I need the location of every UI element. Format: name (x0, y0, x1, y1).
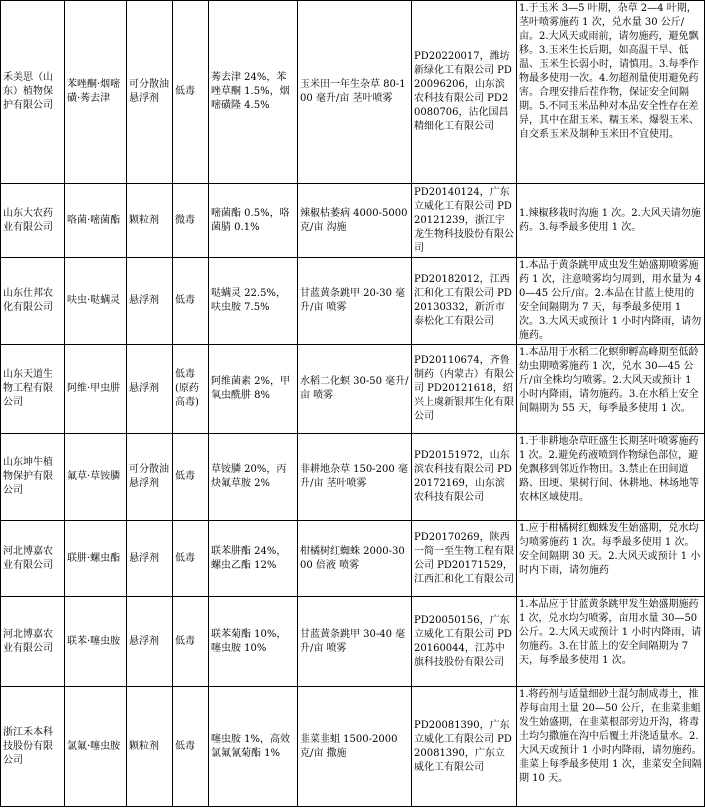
product-cell: 苯唑酮·烟嘧磺·莠去津 (65, 1, 127, 184)
ingredients-cell: 联苯肼酯 24%，螺虫乙酯 12% (209, 521, 298, 597)
company-cell: 山东大农药业有限公司 (1, 184, 65, 258)
registration-cell: PD20151972，山东滨农科技有限公司 PD20172169，山东滨农科技有限公司 (412, 434, 517, 521)
usage-cell: 水稻二化螟 30-50 毫升/亩 喷雾 (298, 345, 412, 434)
formulation-cell: 悬浮剂 (127, 345, 173, 434)
notes-cell: 1.本品于黄条跳甲成虫发生始盛期喷雾施药 1 次，注意喷雾均匀周到，用水量为 40—45 公斤/亩。2.本品在甘蓝上使用的安全间隔期为 7 天，每季最多使用 1 次。3.大风天或预计 1 小时内降雨，请勿施药。 (517, 258, 705, 345)
ingredients-cell: 噻虫胺 1%，高效氯氟氰菊酯 1% (209, 687, 298, 807)
product-cell: 阿维·甲虫肼 (65, 345, 127, 434)
product-cell: 联苯·噻虫胺 (65, 597, 127, 687)
ingredients-cell: 嘧菌酯 0.5%，咯菌腈 0.1% (209, 184, 298, 258)
ingredients-cell: 阿维菌素 2%，甲氧虫酰肼 8% (209, 345, 298, 434)
toxicity-cell: 低毒(原药高毒) (173, 345, 209, 434)
registration-cell: PD20170269，陕西一简一至生物工程有限公司 PD20171529，江西汇和化工有限公司 (412, 521, 517, 597)
usage-cell: 辣椒枯萎病 4000-5000 克/亩 沟施 (298, 184, 412, 258)
ingredients-cell: 联苯菊酯 10%，噻虫胺 10% (209, 597, 298, 687)
usage-cell: 非耕地杂草 150-200 毫升/亩 茎叶喷雾 (298, 434, 412, 521)
formulation-cell: 颗粒剂 (127, 184, 173, 258)
registration-cell: PD20220017，潍坊新绿化工有限公司 PD20096206，山东滨农科技有限公司 PD20080706，沾化国昌精细化工有限公司 (412, 1, 517, 184)
formulation-cell: 悬浮剂 (127, 597, 173, 687)
registration-cell: PD20081390，广东立威化工有限公司 PD20081390，广东立威化工有限公司 (412, 687, 517, 807)
notes-cell: 1.辣椒移栽时沟施 1 次。2.大风天请勿施药。3.每季最多使用 1 次。 (517, 184, 705, 258)
usage-cell: 甘蓝黄条跳甲 20-30 毫升/亩 喷雾 (298, 258, 412, 345)
table-row (1, 1, 705, 184)
ingredients-cell: 莠去津 24%，苯唑草酮 1.5%，烟嘧磺隆 4.5% (209, 1, 298, 184)
table-row (1, 687, 705, 807)
table-row (1, 345, 705, 434)
formulation-cell: 可分散油悬浮剂 (127, 434, 173, 521)
toxicity-cell: 低毒 (173, 1, 209, 184)
registration-cell: PD20050156，广东立威化工有限公司 PD20160044，江苏中旗科技股份有限公司 (412, 597, 517, 687)
registration-cell: PD20182012，江西汇和化工有限公司 PD20130332，新沂市泰松化工有限公司 (412, 258, 517, 345)
registration-cell: PD20110674，齐鲁制药（内蒙古）有限公司 PD20121618，绍兴上虞新银邦生化有限公司 (412, 345, 517, 434)
usage-cell: 玉米田一年生杂草 80-100 毫升/亩 茎叶喷雾 (298, 1, 412, 184)
table-row (1, 597, 705, 687)
notes-cell: 1.将药剂与适量细砂土混匀制成毒土，推荐每亩用土量 20—50 公斤，在韭菜韭蛆发生始盛期，在韭菜根部旁边开沟，将毒土均匀撒施在沟中后覆土并浇适量水。2.大风天或预计 1 小时内降雨，请勿施药。韭菜上每季最多使用 1 次，韭菜安全间隔期 10 天。 (517, 687, 705, 807)
notes-cell: 1.于玉米 3—5 叶期，杂草 2—4 叶期，茎叶喷雾施药 1 次，兑水量 30 公斤/亩。2.大风天或雨前，请勿施药，避免飘移。3.玉米生长后期，如高温干旱、低温、玉米生长弱小时，请慎用。3.每季作物最多使用一次。4.勿超剂量使用避免药害。合理安排后茬作物，保证安全间隔期。5.不同玉米品种对本品安全性存在差异，其中在甜玉米、糯玉米、爆裂玉米、自交系玉米及制种玉米田不宜使用。 (517, 1, 705, 184)
product-cell: 联肼·螺虫酯 (65, 521, 127, 597)
notes-cell: 1.于非耕地杂草旺盛生长期茎叶喷雾施药 1 次。2.避免药液喷到作物绿色部位，避免飘移到邻近作物田。3.禁止在田间道路、田埂、果树行间、休耕地、林场地等农林区域使用。 (517, 434, 705, 521)
product-cell: 呋虫·哒螨灵 (65, 258, 127, 345)
toxicity-cell: 微毒 (173, 184, 209, 258)
usage-cell: 甘蓝黄条跳甲 30-40 毫升/亩 喷雾 (298, 597, 412, 687)
notes-cell: 1.本品应于甘蓝黄条跳甲发生始盛期施药 1 次，兑水均匀喷雾，亩用水量 30—50 公斤。2.大风天或预计 1 小时内降雨，请勿施药。3.在甘蓝上的安全间隔期为 7 天，每季最多使用 1 次。 (517, 597, 705, 687)
toxicity-cell: 低毒 (173, 521, 209, 597)
toxicity-cell: 低毒 (173, 434, 209, 521)
company-cell: 山东仕邦农化有限公司 (1, 258, 65, 345)
company-cell: 河北博嘉农业有限公司 (1, 521, 65, 597)
formulation-cell: 颗粒剂 (127, 687, 173, 807)
ingredients-cell: 草铵膦 20%，丙炔氟草胺 2% (209, 434, 298, 521)
notes-cell: 1.本品用于水稻二化螟卵孵高峰期至低龄幼虫期喷雾施药 1 次，兑水 30—45 公斤/亩全株均匀喷雾。2.大风天或预计 1 小时内降雨，请勿施药。3.在水稻上安全间隔期为 55 天，每季最多使用 1 次。 (517, 345, 705, 434)
toxicity-cell: 低毒 (173, 258, 209, 345)
company-cell: 山东天道生物工程有限公司 (1, 345, 65, 434)
toxicity-cell: 低毒 (173, 687, 209, 807)
table-row (1, 434, 705, 521)
ingredients-cell: 哒螨灵 22.5%，呋虫胺 7.5% (209, 258, 298, 345)
company-cell: 山东坤牛植物保护有限公司 (1, 434, 65, 521)
table-row (1, 521, 705, 597)
usage-cell: 柑橘树红蜘蛛 2000-3000 倍液 喷雾 (298, 521, 412, 597)
table-row (1, 258, 705, 345)
toxicity-cell: 低毒 (173, 597, 209, 687)
notes-cell: 1.应于柑橘树红蜘蛛发生始盛期，兑水均匀喷雾施药 1 次。每季最多使用 1 次。安全间隔期 30 天。2.大风天或预计 1 小时内下雨，请勿施药 (517, 521, 705, 597)
company-cell: 浙江禾本科技股份有限公司 (1, 687, 65, 807)
formulation-cell: 悬浮剂 (127, 258, 173, 345)
table-row (1, 184, 705, 258)
product-cell: 氟草·草铵膦 (65, 434, 127, 521)
product-cell: 咯菌·嘧菌酯 (65, 184, 127, 258)
usage-cell: 韭菜韭蛆 1500-2000 克/亩 撒施 (298, 687, 412, 807)
company-cell: 河北博嘉农业有限公司 (1, 597, 65, 687)
formulation-cell: 悬浮剂 (127, 521, 173, 597)
formulation-cell: 可分散油悬浮剂 (127, 1, 173, 184)
company-cell: 禾美思（山东）植物保护有限公司 (1, 1, 65, 184)
registration-cell: PD20140124，广东立威化工有限公司 PD20121239，浙江宇龙生物科技股份有限公司 (412, 184, 517, 258)
product-cell: 氯氟·噻虫胺 (65, 687, 127, 807)
